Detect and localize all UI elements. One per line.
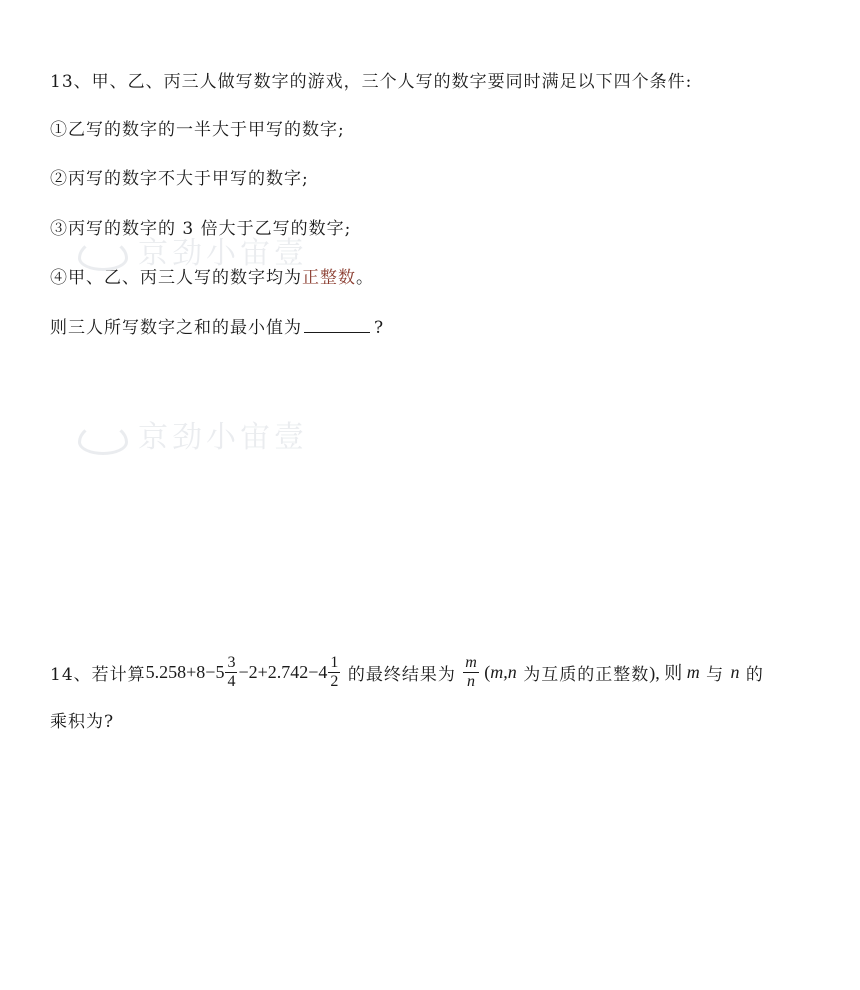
fraction-one-half — [328, 654, 340, 691]
answer-blank — [304, 316, 370, 333]
watermark-text: 京劲小宙壹 — [138, 420, 308, 455]
q14-vars: m,n — [490, 661, 517, 682]
q13-condition-3: ③丙写的数字的 3 倍大于乙写的数字; — [50, 219, 352, 239]
q14-stem-line-2: 乘积为? — [50, 712, 115, 732]
fraction-denominator: 4 — [227, 672, 236, 690]
q14-var-n: n — [730, 661, 740, 682]
q14-paren-open: ( — [479, 661, 491, 682]
q13-condition-4-highlight: 正整数 — [302, 268, 356, 288]
q14-prefix: 14、若计算 — [50, 664, 146, 685]
watermark — [78, 412, 308, 456]
q13-question — [50, 316, 384, 340]
q14-stem — [50, 650, 764, 694]
q14-expr-b: −2+2.742−4 — [238, 661, 328, 682]
fraction-denominator: n — [467, 672, 476, 690]
q14-end-text: 的 — [739, 664, 764, 685]
watermark-logo-icon — [78, 239, 128, 271]
watermark-text: 京劲小宙壹 — [138, 236, 308, 271]
q14-paren-text: 为互质的正整数 — [516, 664, 650, 685]
fraction-three-quarters — [225, 654, 237, 691]
fraction-m-over-n — [463, 654, 479, 691]
q13-question-suffix: ? — [374, 318, 385, 338]
q13-condition-4-prefix: ④甲、乙、丙三人写的数字均为 — [50, 268, 302, 288]
q13-stem: 13、甲、乙、丙三人做写数字的游戏，三个人写的数字要同时满足以下四个条件: — [50, 72, 693, 92]
q13-question-prefix: 则三人所写数字之和的最小值为 — [50, 318, 302, 338]
q13-condition-1: ①乙写的数字的一半大于甲写的数字; — [50, 120, 345, 140]
watermark — [78, 228, 308, 272]
q14-paren-close: ), 则 — [649, 663, 687, 683]
fraction-numerator: m — [465, 653, 477, 671]
watermark-logo-icon — [78, 423, 128, 455]
fraction-numerator: 3 — [227, 653, 236, 671]
q13-condition-4-suffix: 。 — [356, 268, 374, 288]
fraction-denominator: 2 — [330, 672, 339, 690]
fraction-numerator: 1 — [330, 653, 339, 671]
q14-var-m: m — [686, 661, 700, 682]
q13-condition-2: ②丙写的数字不大于甲写的数字; — [50, 169, 309, 189]
q14-mid-text: 的最终结果为 — [341, 664, 463, 685]
q14-and-text: 与 — [699, 664, 731, 685]
q14-expr-a: 5.258+8−5 — [145, 661, 225, 682]
